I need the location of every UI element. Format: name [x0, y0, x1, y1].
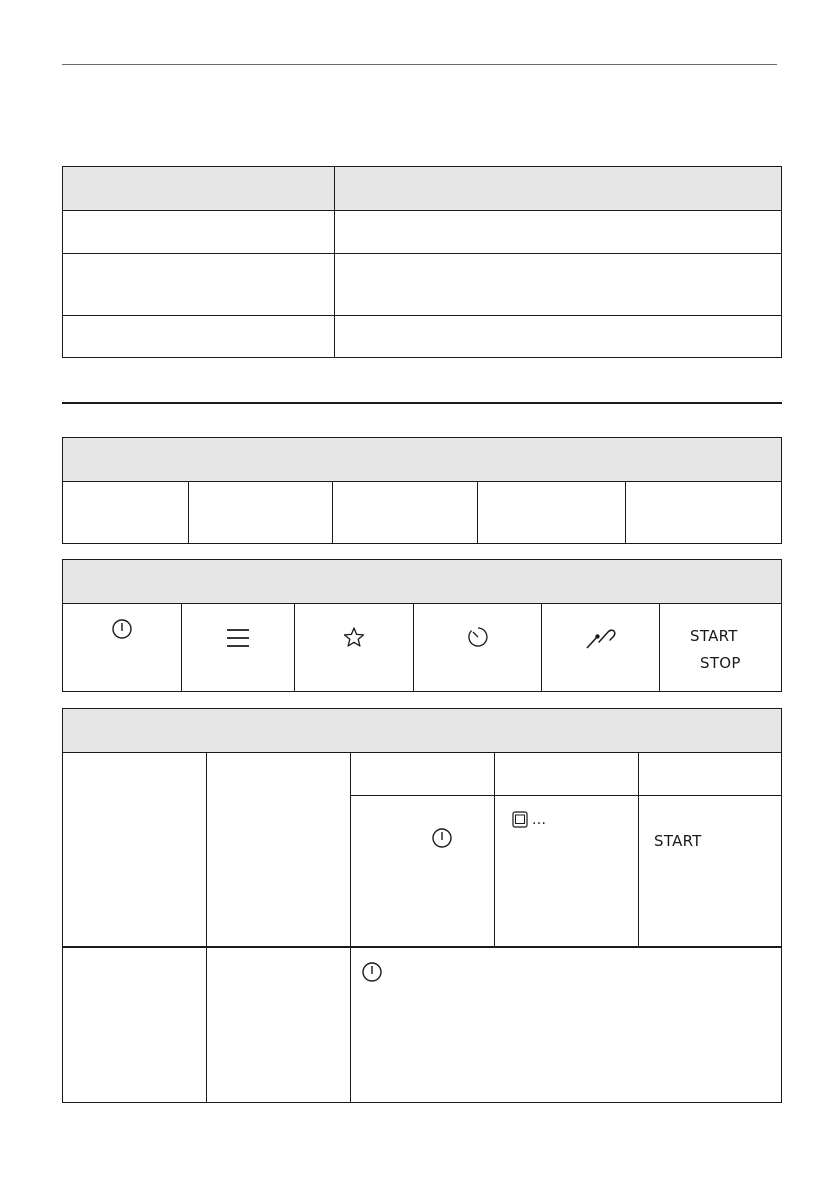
steps-row-divider: [63, 946, 781, 948]
steps-col-divider: [638, 753, 639, 946]
power-icon: [361, 961, 383, 983]
oven-ellipsis: ...: [532, 811, 547, 828]
start-label: START: [690, 627, 738, 645]
power-icon: [111, 618, 133, 640]
timer-icon: [466, 625, 490, 649]
overview-table-row: [63, 481, 781, 543]
top-rule: [62, 64, 777, 65]
steps-row-divider: [350, 795, 781, 796]
info-table-cell: [334, 211, 781, 253]
overview-table-cell: [63, 482, 188, 543]
control-cell-probe: [541, 604, 659, 691]
control-cell-power: [63, 604, 181, 691]
overview-table: [62, 437, 782, 544]
steps-table: [62, 708, 782, 1103]
overview-table-header-cell: [63, 438, 781, 481]
power-icon: [431, 827, 453, 849]
info-table-cell: [334, 254, 781, 315]
control-cell-start-stop: [659, 604, 781, 691]
info-table-header-col-2: [334, 167, 781, 210]
section-rule: [62, 402, 782, 404]
info-table-header-col-1: [63, 167, 334, 210]
overview-table-cell: [625, 482, 781, 543]
info-table-header: [63, 167, 781, 210]
overview-table-cell: [477, 482, 625, 543]
oven-function-display: [512, 811, 546, 828]
steps-col-divider: [206, 753, 207, 1102]
info-table: [62, 166, 782, 358]
start-label: START: [654, 832, 702, 850]
menu-icon: [226, 627, 250, 649]
info-table-row: [63, 315, 781, 357]
info-table-row: [63, 253, 781, 315]
info-table-row: [63, 210, 781, 253]
control-cell-favourite: [294, 604, 413, 691]
probe-icon: [585, 626, 617, 650]
overview-table-cell: [188, 482, 332, 543]
control-panel-header-cell: [63, 560, 781, 603]
overview-table-header: [63, 438, 781, 481]
steps-table-header: [63, 709, 781, 752]
steps-table-header-cell: [63, 709, 781, 752]
info-table-cell: [63, 254, 334, 315]
control-cell-menu: [181, 604, 294, 691]
oven-icon: [512, 811, 528, 828]
steps-table-body: [63, 752, 781, 1102]
info-table-cell: [334, 316, 781, 357]
stop-label: STOP: [700, 654, 741, 672]
control-panel-header: [63, 560, 781, 603]
star-icon: [343, 626, 365, 648]
control-panel-table: [62, 559, 782, 692]
overview-table-cell: [332, 482, 477, 543]
info-table-cell: [63, 316, 334, 357]
steps-col-divider: [494, 753, 495, 946]
info-table-cell: [63, 211, 334, 253]
control-panel-row: [63, 603, 781, 691]
control-cell-timer: [413, 604, 541, 691]
steps-col-divider: [350, 753, 351, 1102]
